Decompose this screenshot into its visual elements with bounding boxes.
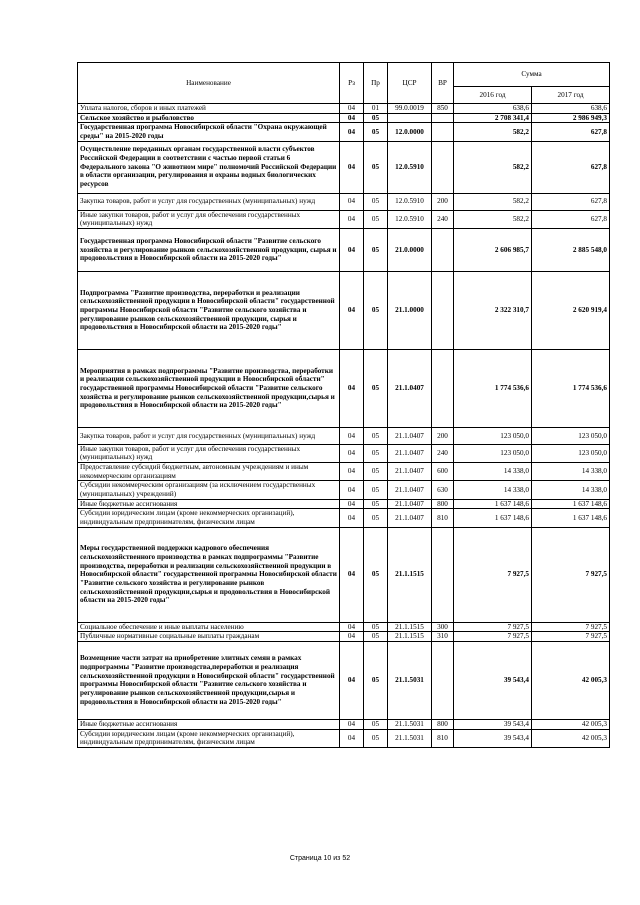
cell-rz: 04 [340, 104, 364, 114]
cell-2017: 123 050,0 [532, 427, 610, 444]
cell-vr: 800 [432, 719, 454, 729]
table-row [78, 104, 610, 114]
cell-pr: 05 [364, 509, 388, 527]
cell-vr: 600 [432, 463, 454, 481]
cell-rz: 04 [340, 509, 364, 527]
cell-csr: 12.0.5910 [388, 210, 432, 228]
cell-vr: 200 [432, 193, 454, 210]
cell-vr: 800 [432, 499, 454, 509]
cell-rz: 04 [340, 113, 364, 123]
cell-name: Закупка товаров, работ и услуг для государственных (муниципальных) нужд [78, 193, 340, 210]
cell-name: Субсидии юридическим лицам (кроме некоммерческих организаций), индивидуальным предпринимателям, физическим лицам [78, 729, 340, 747]
cell-csr: 21.1.1515 [388, 527, 432, 622]
cell-pr: 01 [364, 104, 388, 114]
table-row [78, 427, 610, 444]
cell-vr: 240 [432, 210, 454, 228]
cell-2017: 627,8 [532, 193, 610, 210]
cell-csr: 21.0.0000 [388, 228, 432, 271]
cell-2016: 582,2 [454, 141, 532, 193]
cell-rz: 04 [340, 271, 364, 349]
cell-csr: 12.0.5910 [388, 141, 432, 193]
cell-2016: 7 927,5 [454, 622, 532, 632]
cell-pr: 05 [364, 113, 388, 123]
cell-rz: 04 [340, 349, 364, 427]
cell-name: Подпрограмма "Развитие производства, переработки и реализации сельскохозяйственной продукции в Новосибирской области" государственной программы Новосибирской области "Развитие сельского хозяйства и регулирование рынков сельскохозяйственной продукции, сырья и продовольствия в Новосибирской области на 2015-2020 годы" [78, 271, 340, 349]
cell-rz: 04 [340, 463, 364, 481]
cell-name: Уплата налогов, сборов и иных платежей [78, 104, 340, 114]
cell-name: Иные бюджетные ассигнования [78, 499, 340, 509]
cell-2016: 2 606 985,7 [454, 228, 532, 271]
cell-2016: 7 927,5 [454, 527, 532, 622]
table-row [78, 499, 610, 509]
cell-2016: 123 050,0 [454, 444, 532, 462]
header-csr: ЦСР [388, 63, 432, 104]
cell-2017: 42 005,3 [532, 719, 610, 729]
table-row [78, 527, 610, 622]
cell-vr [432, 113, 454, 123]
cell-vr [432, 123, 454, 141]
cell-name: Иные закупки товаров, работ и услуг для обеспечения государственных (муниципальных) нужд [78, 444, 340, 462]
cell-csr: 21.1.0407 [388, 349, 432, 427]
cell-name: Государственная программа Новосибирской области "Развитие сельского хозяйства и регулирование рынков сельскохозяйственной продукции, сырья и продовольствия в Новосибирской области на 2015-2020 годы" [78, 228, 340, 271]
cell-2017: 42 005,3 [532, 641, 610, 719]
cell-2016: 582,2 [454, 210, 532, 228]
cell-2016: 1 637 148,6 [454, 499, 532, 509]
cell-csr: 12.0.0000 [388, 123, 432, 141]
cell-vr: 300 [432, 622, 454, 632]
cell-name: Закупка товаров, работ и услуг для государственных (муниципальных) нужд [78, 427, 340, 444]
cell-pr: 05 [364, 527, 388, 622]
table-row [78, 463, 610, 481]
cell-csr: 21.1.0407 [388, 463, 432, 481]
cell-vr: 240 [432, 444, 454, 462]
cell-pr: 05 [364, 641, 388, 719]
cell-name: Возмещение части затрат на приобретение элитных семян в рамках подпрограммы "Развитие производства,переработки и реализация сельскохозяйственной продукции в Новосибирской области" государственной программы Новосибирской области "Развитие сельского хозяйства и регулирование рынков сельскохозяйственной продукции,сырья и продовольствия в Новосибирской области на 2015-2020 годы" [78, 641, 340, 719]
cell-vr [432, 228, 454, 271]
table-row [78, 632, 610, 642]
cell-vr: 200 [432, 427, 454, 444]
cell-2016: 14 338,0 [454, 481, 532, 499]
cell-2017: 1 774 536,6 [532, 349, 610, 427]
cell-2017: 1 637 148,6 [532, 509, 610, 527]
cell-name: Субсидии юридическим лицам (кроме некоммерческих организаций), индивидуальным предпринимателям, физическим лицам [78, 509, 340, 527]
budget-table-container [77, 62, 609, 748]
cell-rz: 04 [340, 228, 364, 271]
cell-pr: 05 [364, 123, 388, 141]
cell-2017: 627,8 [532, 210, 610, 228]
header-2017: 2017 год [532, 87, 610, 104]
table-row [78, 444, 610, 462]
cell-rz: 04 [340, 622, 364, 632]
cell-rz: 04 [340, 499, 364, 509]
cell-pr: 05 [364, 622, 388, 632]
cell-pr: 05 [364, 719, 388, 729]
table-row [78, 113, 610, 123]
cell-csr: 21.1.0407 [388, 499, 432, 509]
cell-rz: 04 [340, 123, 364, 141]
cell-pr: 05 [364, 427, 388, 444]
header-sum: Сумма [454, 63, 610, 87]
cell-name: Иные закупки товаров, работ и услуг для обеспечения государственных (муниципальных) нужд [78, 210, 340, 228]
cell-pr: 05 [364, 729, 388, 747]
header-name: Наименование [78, 63, 340, 104]
budget-table [77, 62, 610, 748]
cell-name: Публичные нормативные социальные выплаты гражданам [78, 632, 340, 642]
cell-pr: 05 [364, 444, 388, 462]
cell-name: Субсидии некоммерческим организациям (за исключением государственных (муниципальных) учреждений) [78, 481, 340, 499]
cell-2017: 1 637 148,6 [532, 499, 610, 509]
cell-pr: 05 [364, 193, 388, 210]
cell-rz: 04 [340, 141, 364, 193]
cell-csr: 21.1.1515 [388, 622, 432, 632]
cell-pr: 05 [364, 141, 388, 193]
cell-csr: 21.1.5031 [388, 729, 432, 747]
table-row [78, 141, 610, 193]
cell-2016: 14 338,0 [454, 463, 532, 481]
cell-csr: 21.1.0407 [388, 427, 432, 444]
cell-pr: 05 [364, 210, 388, 228]
cell-pr: 05 [364, 271, 388, 349]
cell-csr: 12.0.5910 [388, 193, 432, 210]
cell-pr: 05 [364, 481, 388, 499]
table-body [78, 104, 610, 748]
table-row [78, 193, 610, 210]
cell-rz: 04 [340, 444, 364, 462]
header-pr: Пр [364, 63, 388, 104]
table-row [78, 622, 610, 632]
header-2016: 2016 год [454, 87, 532, 104]
cell-name: Социальное обеспечение и иные выплаты населению [78, 622, 340, 632]
cell-vr [432, 141, 454, 193]
cell-csr: 21.1.1515 [388, 632, 432, 642]
table-row [78, 729, 610, 747]
cell-2017: 638,6 [532, 104, 610, 114]
table-row [78, 228, 610, 271]
cell-rz: 04 [340, 641, 364, 719]
table-row [78, 719, 610, 729]
table-row [78, 210, 610, 228]
cell-vr [432, 349, 454, 427]
cell-2016: 582,2 [454, 193, 532, 210]
cell-2017: 14 338,0 [532, 463, 610, 481]
cell-vr: 630 [432, 481, 454, 499]
cell-2017: 627,8 [532, 141, 610, 193]
cell-2016: 39 543,4 [454, 641, 532, 719]
cell-2017: 2 885 548,0 [532, 228, 610, 271]
cell-2017: 14 338,0 [532, 481, 610, 499]
cell-name: Меры государственной поддержки кадрового обеспечения сельскохозяйственного производства в рамках подпрограммы "Развитие производства, переработки и реализации сельскохозяйственной продукции в Новосибирской области" государственной программы Новосибирской области "Развитие сельского хозяйства и регулирование рынков сельскохозяйственной продукции,сырья и продовольствия в Новосибирской области на 2015-2020 годы" [78, 527, 340, 622]
cell-rz: 04 [340, 427, 364, 444]
cell-rz: 04 [340, 481, 364, 499]
cell-name: Иные бюджетные ассигнования [78, 719, 340, 729]
table-row [78, 123, 610, 141]
cell-2016: 1 774 536,6 [454, 349, 532, 427]
cell-pr: 05 [364, 228, 388, 271]
cell-2017: 42 005,3 [532, 729, 610, 747]
cell-rz: 04 [340, 632, 364, 642]
cell-rz: 04 [340, 719, 364, 729]
cell-rz: 04 [340, 210, 364, 228]
table-row [78, 509, 610, 527]
cell-name: Государственная программа Новосибирской области "Охрана окружающей среды" на 2015-2020 годы [78, 123, 340, 141]
cell-name: Осуществление переданных органам государственной власти субъектов Российской Федерации в соответствии с частью первой статьи 6 Федерального закона "О животном мире" полномочий Российской Федерации в области организации, регулирования и охраны водных биологических ресурсов [78, 141, 340, 193]
cell-pr: 05 [364, 499, 388, 509]
cell-pr: 05 [364, 463, 388, 481]
cell-vr: 310 [432, 632, 454, 642]
page-number: Страница 10 из 52 [289, 855, 351, 862]
cell-vr: 850 [432, 104, 454, 114]
table-row [78, 481, 610, 499]
cell-csr: 21.1.0000 [388, 271, 432, 349]
cell-2016: 2 322 310,7 [454, 271, 532, 349]
cell-csr: 99.0.0019 [388, 104, 432, 114]
cell-2016: 39 543,4 [454, 729, 532, 747]
cell-name: Сельское хозяйство и рыболовство [78, 113, 340, 123]
cell-2017: 7 927,5 [532, 632, 610, 642]
cell-rz: 04 [340, 193, 364, 210]
cell-2016: 638,6 [454, 104, 532, 114]
header-vr: ВР [432, 63, 454, 104]
cell-vr [432, 271, 454, 349]
cell-csr: 21.1.5031 [388, 641, 432, 719]
cell-rz: 04 [340, 729, 364, 747]
cell-2016: 1 637 148,6 [454, 509, 532, 527]
cell-csr: 21.1.0407 [388, 481, 432, 499]
cell-2017: 627,8 [532, 123, 610, 141]
cell-csr: 21.1.0407 [388, 444, 432, 462]
cell-rz: 04 [340, 527, 364, 622]
cell-2016: 7 927,5 [454, 632, 532, 642]
cell-2017: 2 986 949,3 [532, 113, 610, 123]
table-row [78, 641, 610, 719]
cell-pr: 05 [364, 349, 388, 427]
cell-vr [432, 641, 454, 719]
cell-2017: 123 050,0 [532, 444, 610, 462]
cell-csr [388, 113, 432, 123]
cell-2016: 123 050,0 [454, 427, 532, 444]
cell-2016: 2 708 341,4 [454, 113, 532, 123]
cell-vr [432, 527, 454, 622]
table-row [78, 271, 610, 349]
cell-2016: 582,2 [454, 123, 532, 141]
cell-vr: 810 [432, 729, 454, 747]
cell-name: Предоставление субсидий бюджетным, автономным учреждениям и иным некоммерческим организациям [78, 463, 340, 481]
table-row [78, 349, 610, 427]
cell-vr: 810 [432, 509, 454, 527]
cell-2017: 7 927,5 [532, 527, 610, 622]
cell-pr: 05 [364, 632, 388, 642]
cell-2017: 2 620 919,4 [532, 271, 610, 349]
cell-csr: 21.1.5031 [388, 719, 432, 729]
cell-2016: 39 543,4 [454, 719, 532, 729]
header-rz: Рз [340, 63, 364, 104]
cell-2017: 7 927,5 [532, 622, 610, 632]
cell-csr: 21.1.0407 [388, 509, 432, 527]
cell-name: Мероприятия в рамках подпрограммы "Развитие производства, переработки и реализации сельскохозяйственной продукции в Новосибирской области" государственной программы Новосибирской области "Развитие сельского хозяйства и регулирование рынков сельскохозяйственной продукции,сырья и продовольствия в Новосибирской области на 2015-2020 годы" [78, 349, 340, 427]
